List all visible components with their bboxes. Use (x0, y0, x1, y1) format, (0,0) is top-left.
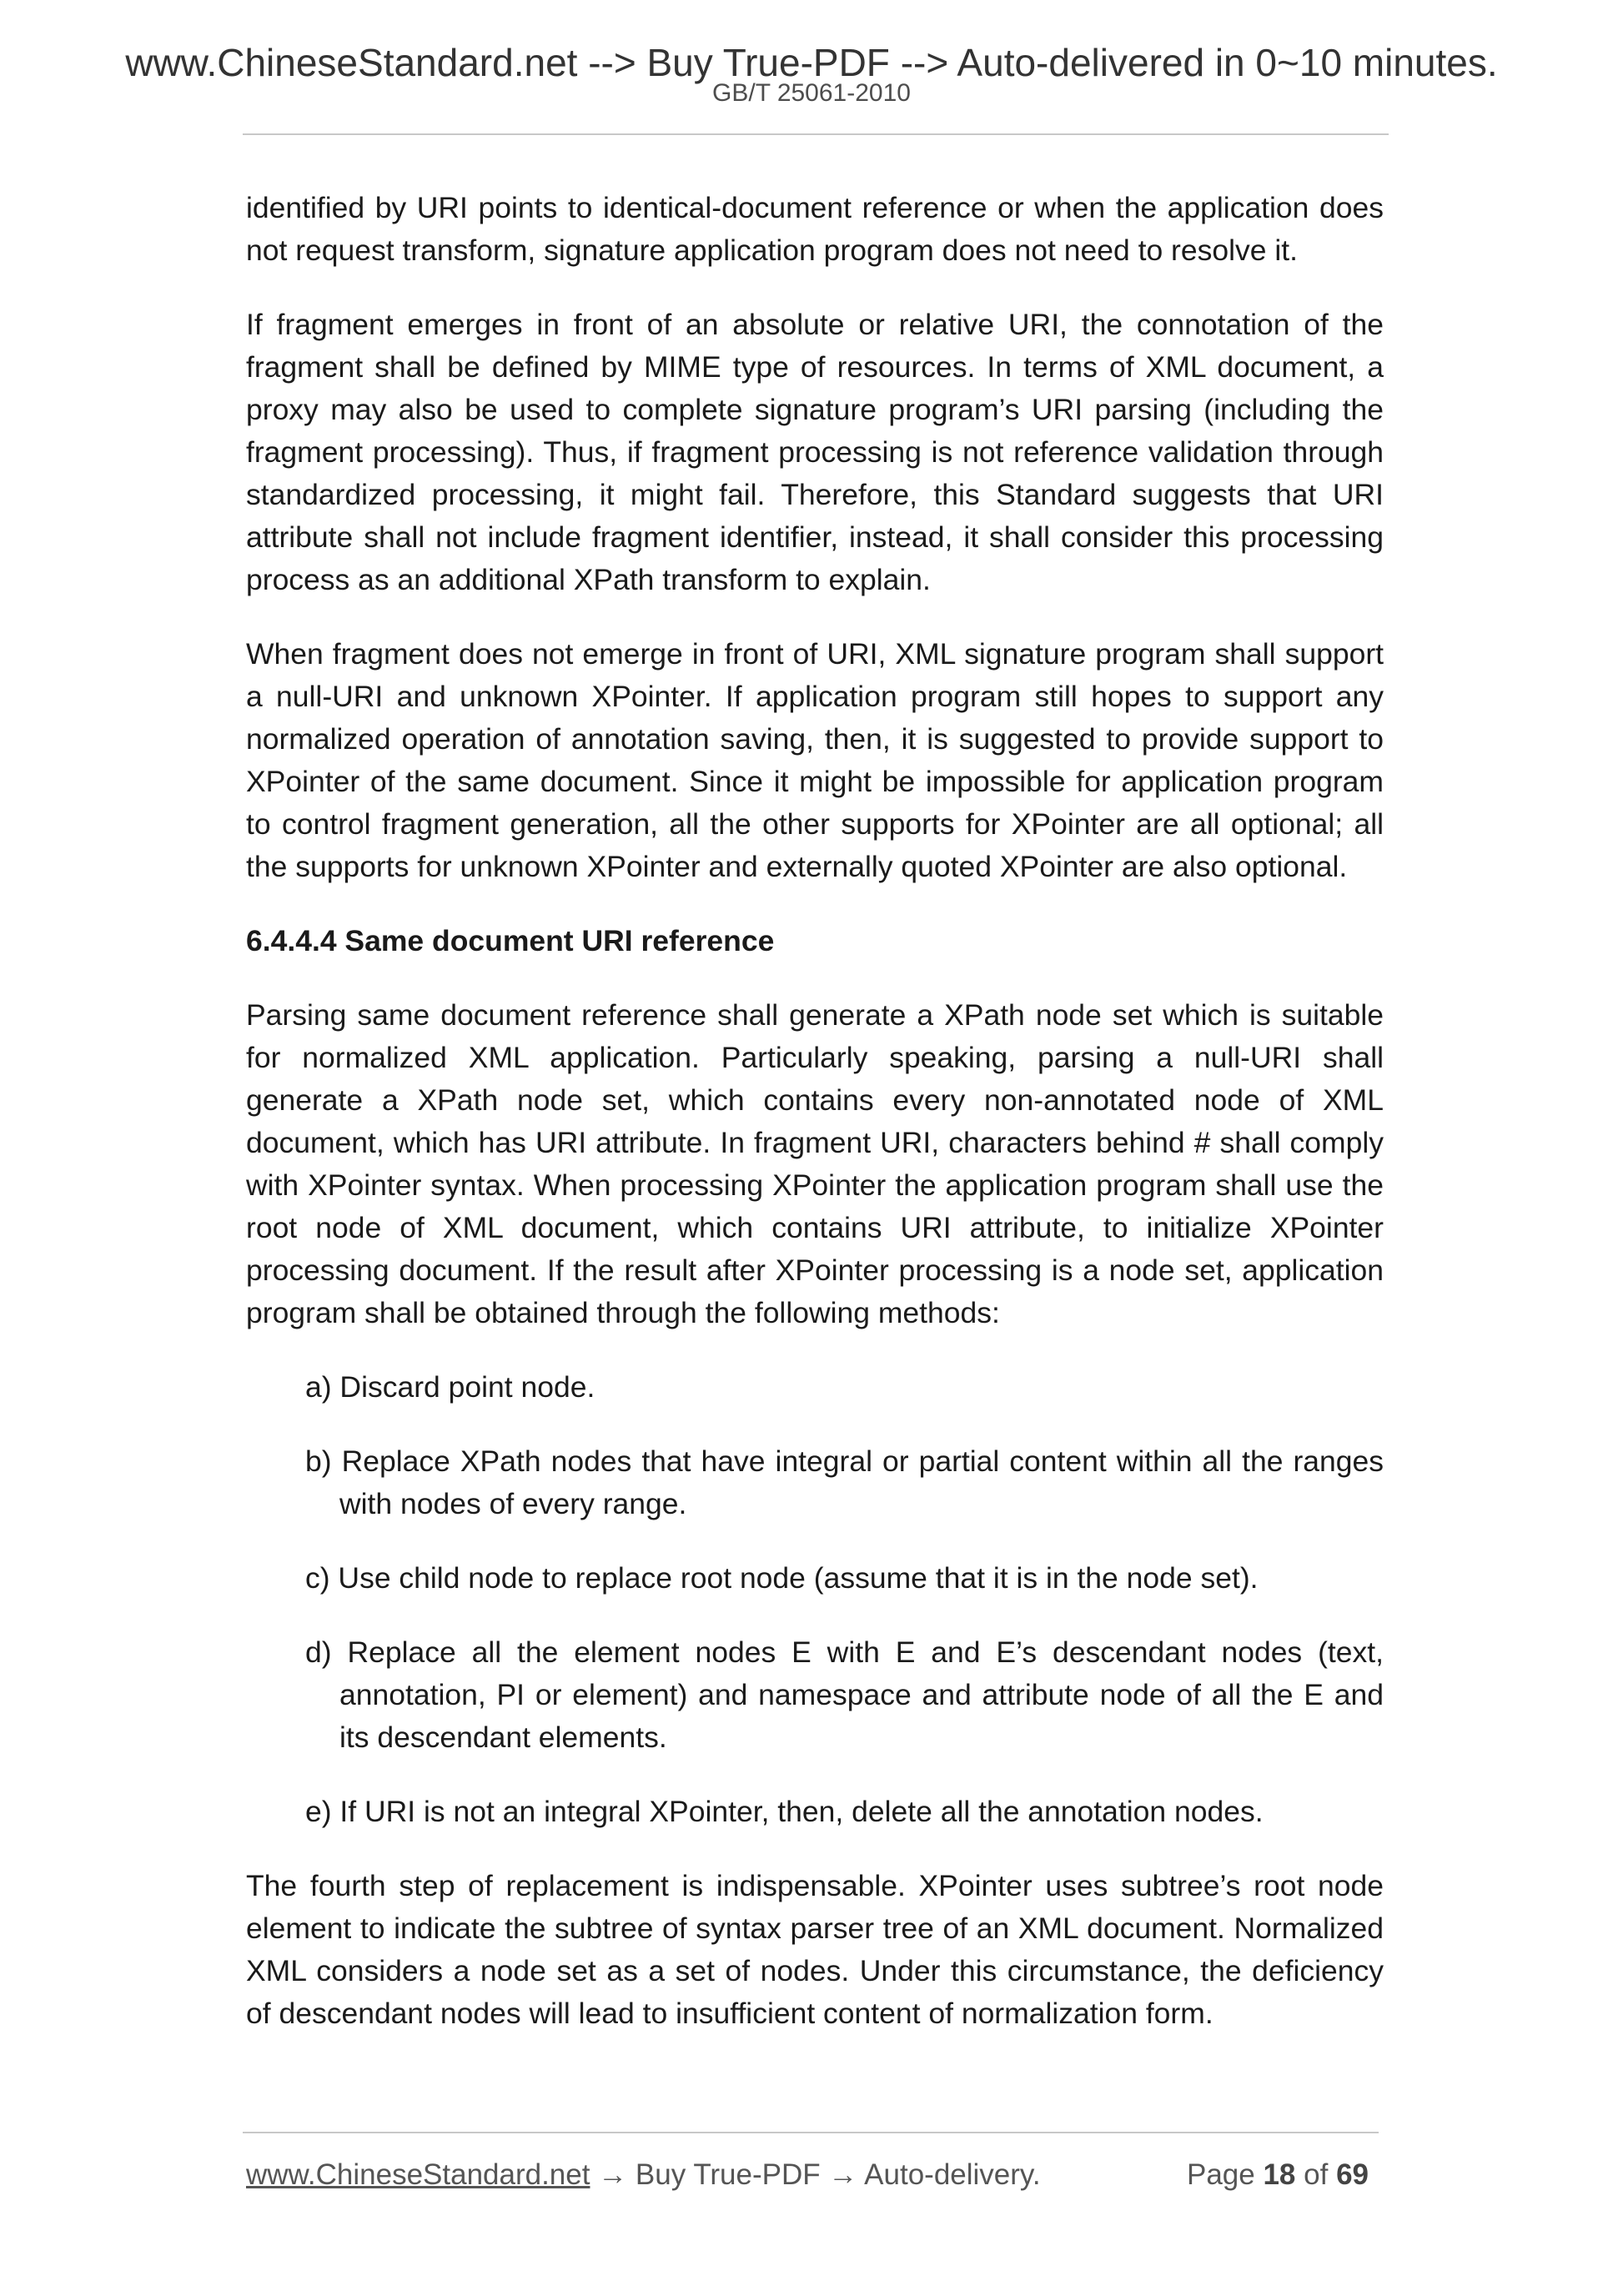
page-label: Page (1186, 2158, 1255, 2191)
paragraph-2: If fragment emerges in front of an absolute or relative URI, the connotation of the fragment shall be defined by MIME type of resources. In terms of XML document, a proxy may also be used to complete signature program’s URI parsing (including the fragment processing). Thus, if fragment processing is not reference validation through standardized processing, it might fail. Therefore, this Standard suggests that URI attribute shall not include fragment identifier, instead, it shall consider this processing process as an additional XPath transform to explain. (246, 308, 1384, 596)
footer-divider (243, 2132, 1379, 2133)
header-divider (243, 133, 1389, 135)
section-heading: 6.4.4.4 Same document URI reference (246, 924, 775, 957)
list-item-b: b) Replace XPath nodes that have integral or partial content within all the ranges with nodes of every range. (305, 1444, 1384, 1520)
standard-code: GB/T 25061-2010 (712, 79, 911, 107)
page-footer (246, 2157, 1379, 2193)
list-item-d: d) Replace all the element nodes E with E and E’s descendant nodes (text, annotation, PI or element) and namespace and attribute node of all the E and its descendant elements. (305, 1635, 1384, 1754)
page-of-label: of (1304, 2158, 1329, 2191)
list-item-e: e) If URI is not an integral XPointer, then, delete all the annotation nodes. (305, 1795, 1264, 1828)
footer-promo (246, 2157, 1041, 2193)
page-indicator (1187, 2157, 1369, 2193)
page-number: 18 (1263, 2158, 1296, 2191)
page-total: 69 (1336, 2158, 1369, 2191)
footer-promo-text: → Buy True-PDF → Auto-delivery. (590, 2158, 1041, 2191)
paragraph-3: When fragment does not emerge in front of URI, XML signature program shall support a null-URI and unknown XPointer. If application program still hopes to support any normalized operation of annotation saving, then, it is suggested to provide support to XPointer of the same document. Since it might be impossible for application program to control fragment generation, all the other supports for XPointer are all optional; all the supports for unknown XPointer and externally quoted XPointer are also optional. (246, 637, 1384, 883)
list-item-c: c) Use child node to replace root node (assume that it is in the node set). (305, 1561, 1259, 1595)
list-item-a: a) Discard point node. (305, 1370, 595, 1404)
document-body (246, 187, 1384, 2067)
paragraph-5: The fourth step of replacement is indispensable. XPointer uses subtree’s root node element to indicate the subtree of syntax parser tree of an XML document. Normalized XML considers a node set as a set of nodes. Under this circumstance, the deficiency of descendant nodes will lead to insufficient content of normalization form. (246, 1869, 1384, 2030)
footer-site-link[interactable]: www.ChineseStandard.net (246, 2158, 590, 2191)
site-banner: www.ChineseStandard.net --> Buy True-PDF --> Auto-delivered in 0~10 minutes. (125, 41, 1498, 84)
paragraph-1: identified by URI points to identical-document reference or when the application does not request transform, signature application program does not need to resolve it. (246, 191, 1384, 267)
paragraph-4: Parsing same document reference shall generate a XPath node set which is suitable for normalized XML application. Particularly speaking, parsing a null-URI shall generate a XPath node set, which contains every non-annotated node of XML document, which has URI attribute. In fragment URI, characters behind # shall comply with XPointer syntax. When processing XPointer the application program shall use the root node of XML document, which contains URI attribute, to initialize XPointer processing document. If the result after XPointer processing is a node set, application program shall be obtained through the following methods: (246, 998, 1384, 1329)
